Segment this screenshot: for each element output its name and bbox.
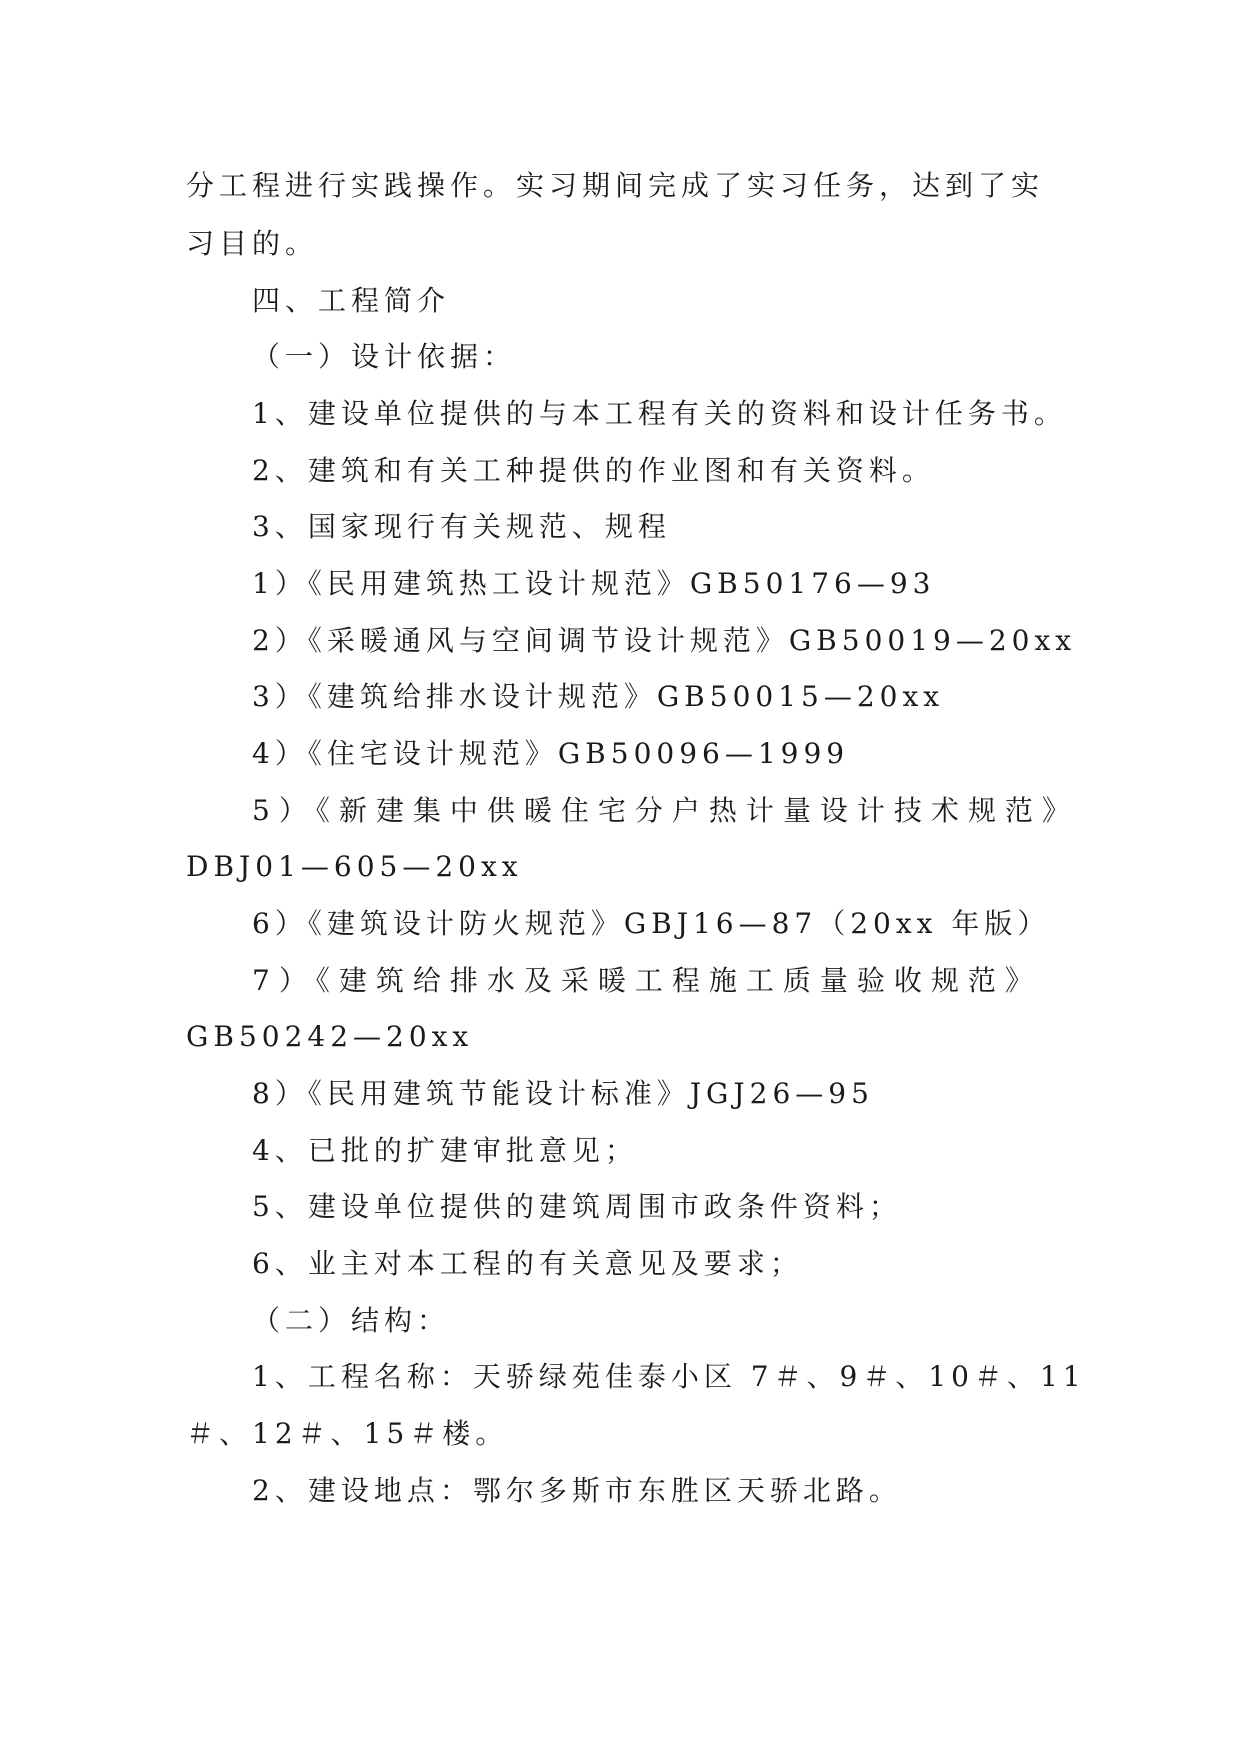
list-item-continuation: ＃、12＃、15＃楼。 bbox=[186, 1417, 509, 1450]
list-item: 4）《住宅设计规范》GB50096—1999 bbox=[252, 737, 850, 770]
list-item: 2）《采暖通风与空间调节设计规范》GB50019—20xx bbox=[252, 624, 1077, 657]
list-item: 4、已批的扩建审批意见； bbox=[252, 1134, 638, 1167]
list-item: 5、建设单位提供的建筑周围市政条件资料； bbox=[252, 1190, 902, 1223]
section-heading: 四、工程简介 bbox=[252, 284, 451, 317]
list-item: 6）《建筑设计防火规范》GBJ16—87（20xx 年版） bbox=[252, 907, 1051, 940]
list-item: 6、业主对本工程的有关意见及要求； bbox=[252, 1247, 803, 1280]
paragraph-line: 分工程进行实践操作。实习期间完成了实习任务，达到了实 bbox=[186, 169, 1045, 202]
list-item: 1、工程名称：天骄绿苑佳泰小区 7＃、9＃、10＃、11 bbox=[252, 1360, 1086, 1393]
list-item: 2、建筑和有关工种提供的作业图和有关资料。 bbox=[252, 454, 935, 487]
list-item: 1）《民用建筑热工设计规范》GB50176—93 bbox=[252, 567, 936, 600]
list-item: 5）《新建集中供暖住宅分户热计量设计技术规范》 bbox=[252, 794, 1079, 827]
list-item: 3）《建筑给排水设计规范》GB50015—20xx bbox=[252, 680, 945, 713]
list-item: 1、建设单位提供的与本工程有关的资料和设计任务书。 bbox=[252, 397, 1067, 430]
subsection-heading: （一）设计依据： bbox=[252, 340, 517, 373]
list-item: 2、建设地点：鄂尔多斯市东胜区天骄北路。 bbox=[252, 1474, 902, 1507]
paragraph-line: 习目的。 bbox=[186, 227, 319, 260]
list-item-continuation: GB50242—20xx bbox=[186, 1020, 474, 1053]
list-item-continuation: DBJ01—605—20xx bbox=[186, 850, 523, 883]
list-item: 7）《建筑给排水及采暖工程施工质量验收规范》 bbox=[252, 964, 1042, 997]
list-item: 3、国家现行有关规范、规程 bbox=[252, 510, 671, 543]
subsection-heading: （二）结构： bbox=[252, 1304, 451, 1337]
list-item: 8）《民用建筑节能设计标准》JGJ26—95 bbox=[252, 1077, 874, 1110]
